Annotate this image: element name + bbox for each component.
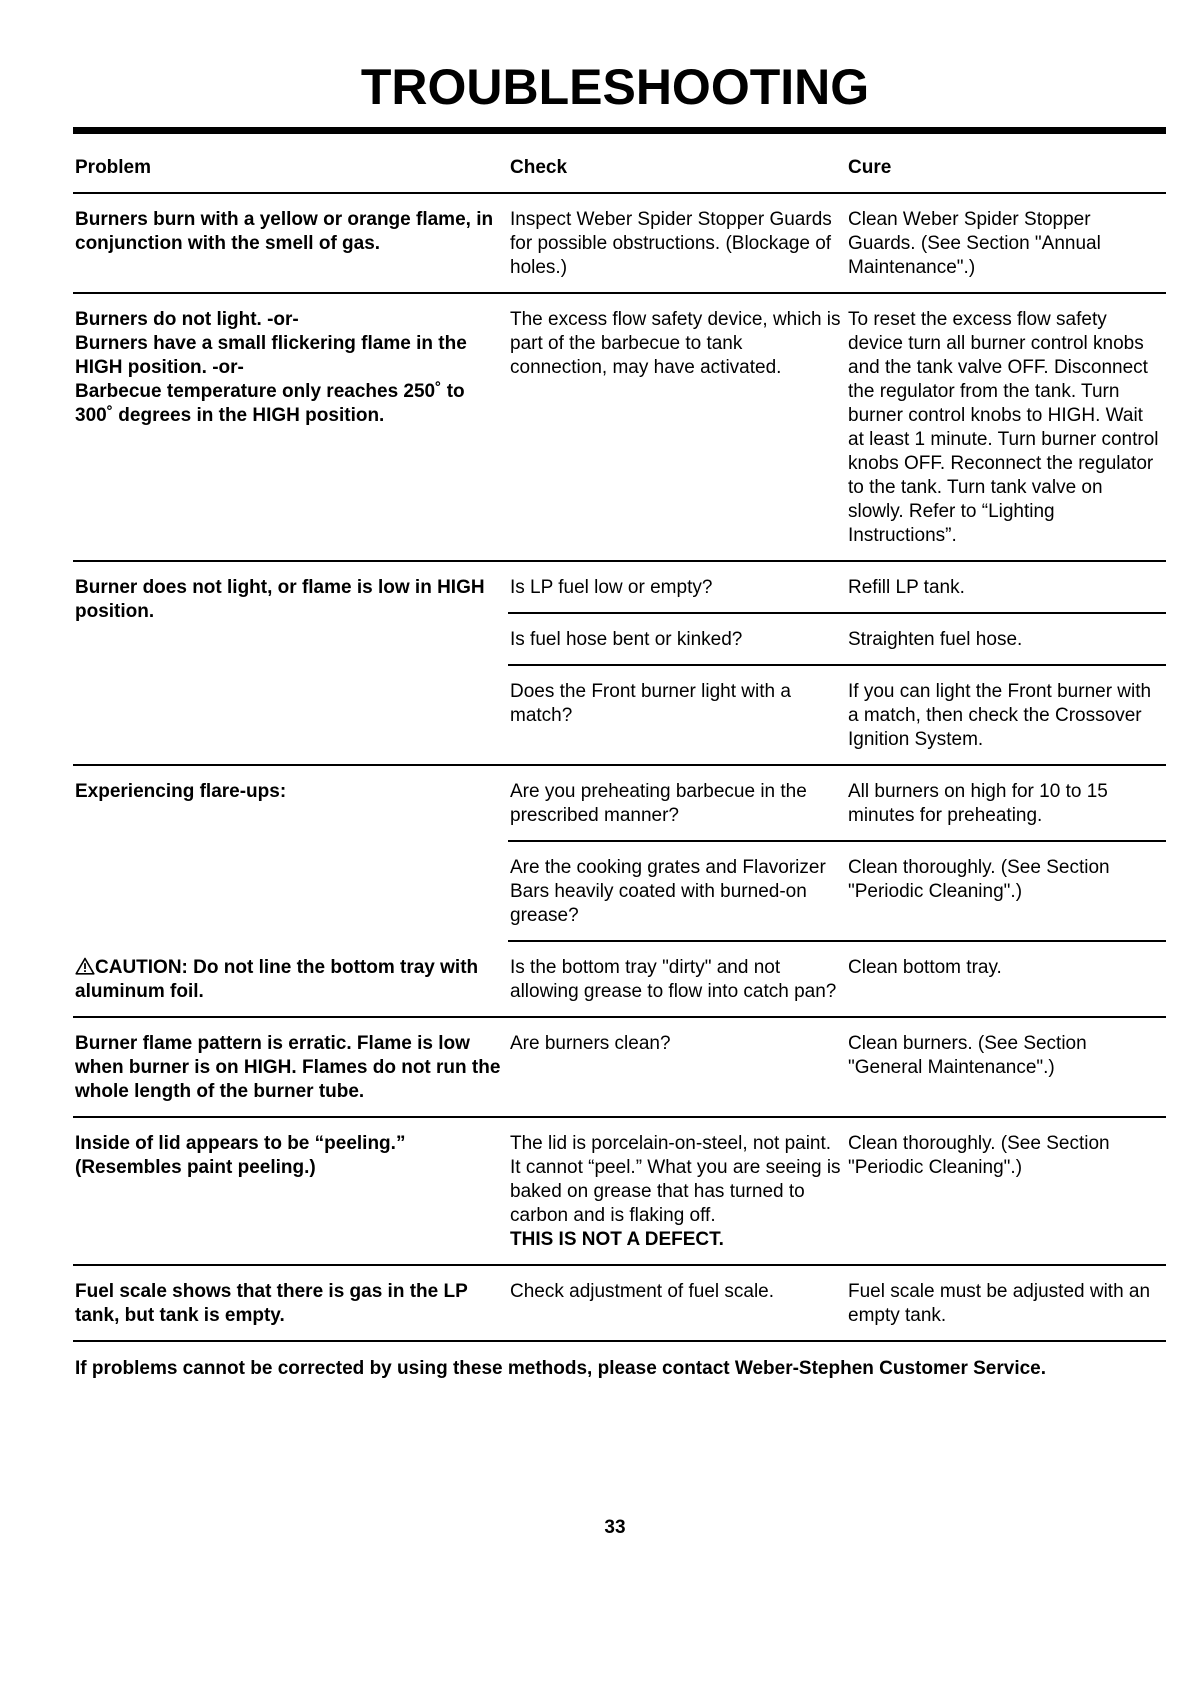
caution-cell [73, 941, 508, 1017]
caution-text: CAUTION: Do not line the bottom tray with aluminum foil. [75, 957, 479, 1002]
check-cell [508, 1117, 846, 1265]
cure-cell: Fuel scale must be adjusted with an empty tank. [846, 1265, 1166, 1341]
check-cell: Is fuel hose bent or kinked? [508, 613, 846, 665]
problem-line: Inside of lid appears to be “peeling.” [75, 1133, 406, 1154]
warning-triangle-icon [75, 957, 95, 975]
check-cell: Are the cooking grates and Flavorizer Bars heavily coated with burned-on grease? [508, 841, 846, 941]
header-cure: Cure [846, 154, 1166, 193]
table-row [73, 1265, 1166, 1341]
cure-cell: Clean thoroughly. (See Section "Periodic Cleaning".) [846, 1117, 1166, 1265]
check-cell: Is the bottom tray "dirty" and not allowing grease to flow into catch pan? [508, 941, 846, 1017]
table-row [73, 193, 1166, 293]
header-problem: Problem [73, 154, 508, 193]
problem-cell: Experiencing flare-ups: [75, 781, 287, 802]
problem-cell: Burners burn with a yellow or orange flame, in conjunction with the smell of gas. [73, 193, 508, 293]
table-row [73, 765, 1166, 841]
table-row [73, 941, 1166, 1017]
table-row [73, 561, 1166, 613]
check-cell: The excess flow safety device, which is part of the barbecue to tank connection, may have activated. [508, 293, 846, 561]
table-row [73, 1117, 1166, 1265]
check-cell: Does the Front burner light with a match? [508, 665, 846, 765]
check-text: The lid is porcelain-on-steel, not paint. It cannot “peel.” What you are seeing is baked on grease that has turned to carbon and is flaking off. [510, 1133, 841, 1226]
problem-cell: Burner does not light, or flame is low in HIGH position. [73, 561, 508, 765]
cure-cell: All burners on high for 10 to 15 minutes for preheating. [846, 765, 1166, 841]
check-cell: Are you preheating barbecue in the prescribed manner? [508, 765, 846, 841]
table-row [73, 1017, 1166, 1117]
problem-line: (Resembles paint peeling.) [75, 1157, 316, 1178]
table-row [73, 293, 1166, 561]
problem-line: Barbecue temperature only reaches 250˚ to 300˚ degrees in the HIGH position. [75, 381, 465, 426]
problem-cell [73, 293, 508, 561]
problem-cell: Fuel scale shows that there is gas in the LP tank, but tank is empty. [73, 1265, 508, 1341]
check-cell: Are burners clean? [508, 1017, 846, 1117]
header-row [73, 154, 1166, 193]
page-title: TROUBLESHOOTING [360, 59, 870, 115]
check-cell: Check adjustment of fuel scale. [508, 1265, 846, 1341]
page-number: 33 [604, 1517, 626, 1538]
problem-cell [73, 1117, 508, 1265]
check-cell: Is LP fuel low or empty? [508, 561, 846, 613]
not-a-defect-note: THIS IS NOT A DEFECT. [510, 1229, 724, 1250]
contact-note: If problems cannot be corrected by using these methods, please contact Weber-Stephen Customer Service. [75, 1358, 1047, 1379]
cure-cell: To reset the excess flow safety device turn all burner control knobs and the tank valve OFF. Disconnect the regulator from the tank. Turn burner control knobs to HIGH. Wait at least 1 minute. Turn burner control knobs OFF. Reconnect the regulator to the tank. Turn tank valve on slowly. Refer to “Lighting Instructions”. [846, 293, 1166, 561]
problem-line: Burners do not light. -or- [75, 309, 299, 330]
title-rule [73, 127, 1166, 134]
cure-cell: Clean burners. (See Section "General Maintenance".) [846, 1017, 1166, 1117]
cure-cell: If you can light the Front burner with a match, then check the Crossover Ignition System. [846, 665, 1166, 765]
check-cell: Inspect Weber Spider Stopper Guards for possible obstructions. (Blockage of holes.) [508, 193, 846, 293]
cure-cell: Clean Weber Spider Stopper Guards. (See Section "Annual Maintenance".) [846, 193, 1166, 293]
header-check: Check [508, 154, 846, 193]
cure-cell: Straighten fuel hose. [846, 613, 1166, 665]
troubleshooting-table [73, 154, 1166, 1342]
cure-cell: Clean thoroughly. (See Section "Periodic Cleaning".) [846, 841, 1166, 941]
cure-cell: Refill LP tank. [846, 561, 1166, 613]
problem-line: Burners have a small flickering flame in the HIGH position. -or- [75, 333, 467, 378]
cure-cell: Clean bottom tray. [846, 941, 1166, 1017]
problem-cell: Burner flame pattern is erratic. Flame is low when burner is on HIGH. Flames do not run the whole length of the burner tube. [73, 1017, 508, 1117]
